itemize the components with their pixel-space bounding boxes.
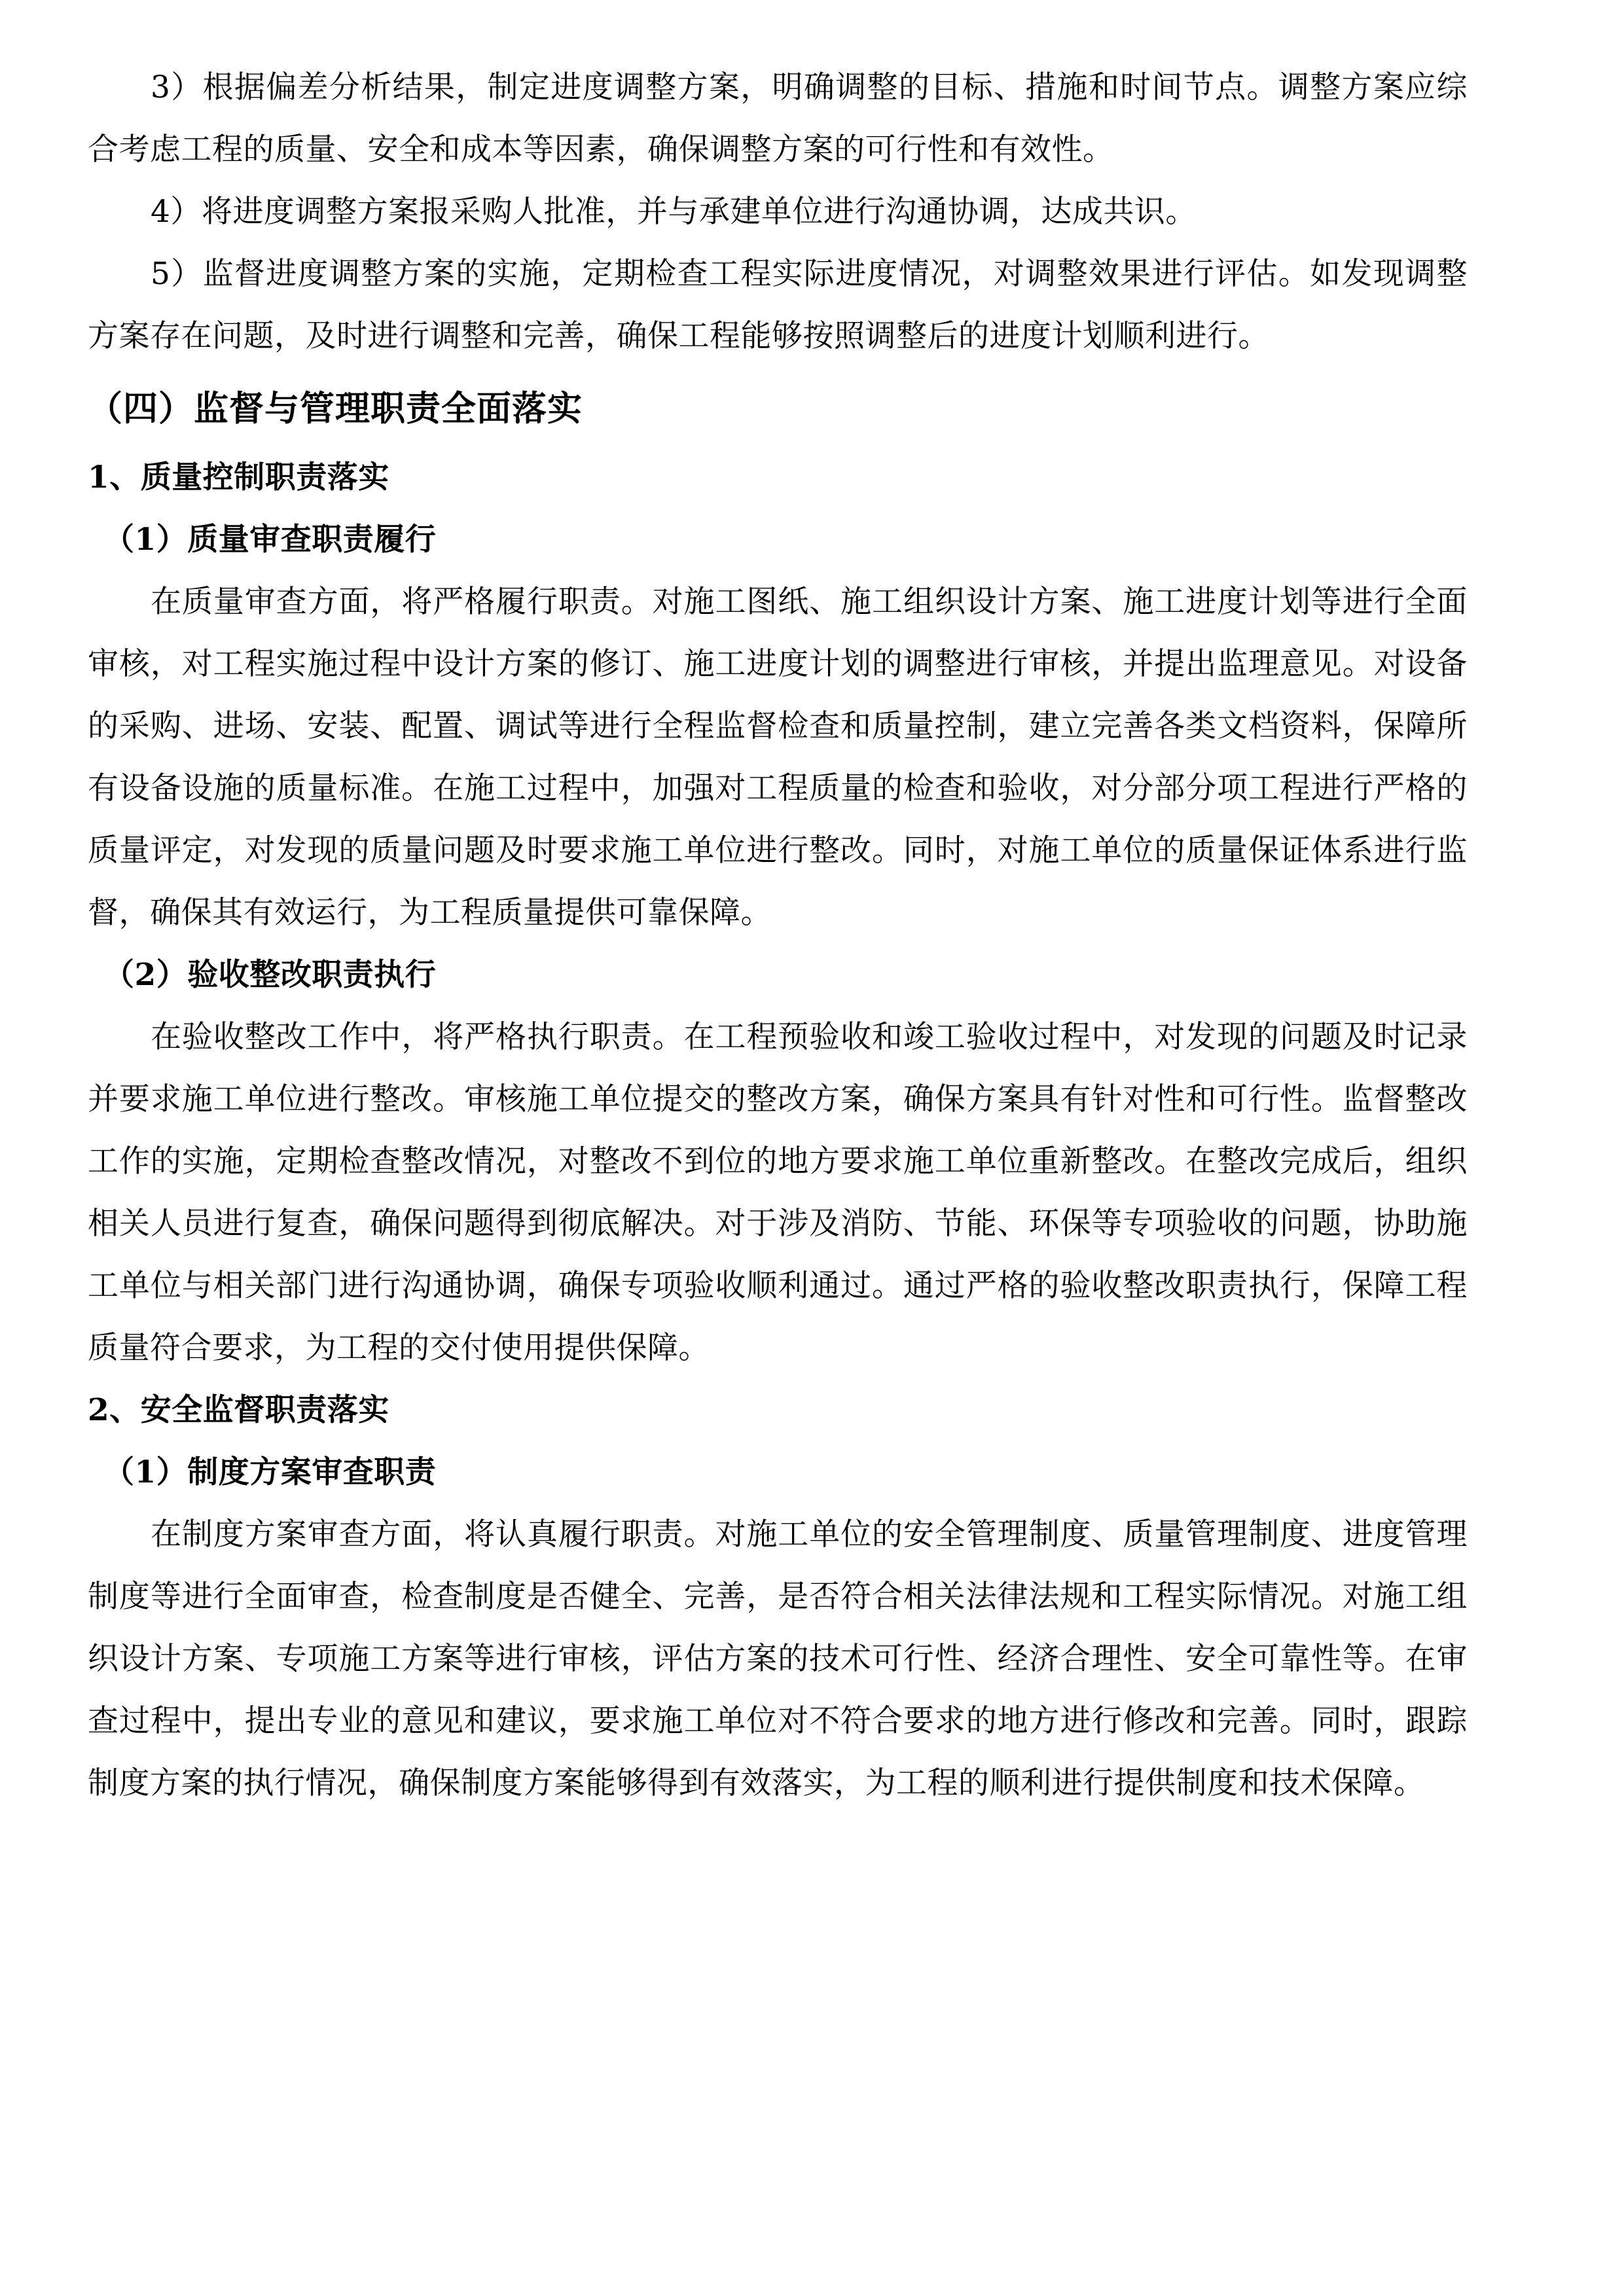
paragraph-quality-review: 在质量审查方面，将严格履行职责。对施工图纸、施工组织设计方案、施工进度计划等进行全面审核，对工程实施过程中设计方案的修订、施工进度计划的调整进行审核，并提出监理意见。对设备的采购、进场、安装、配置、调试等进行全程监督检查和质量控制，建立完善各类文档资料，保障所有设备设施的质量标准。在施工过程中，加强对工程质量的检查和验收，对分部分项工程进行严格的质量评定，对发现的质量问题及时要求施工单位进行整改。同时，对施工单位的质量保证体系进行监督，确保其有效运行，为工程质量提供可靠保障。 (88, 584, 1468, 931)
paragraph-acceptance-rectification: 在验收整改工作中，将严格执行职责。在工程预验收和竣工验收过程中，对发现的问题及时记录并要求施工单位进行整改。审核施工单位提交的整改方案，确保方案具有针对性和可行性。监督整改工作的实施，定期检查整改情况，对整改不到位的地方要求施工单位重新整改。在整改完成后，组织相关人员进行复查，确保问题得到彻底解决。对于涉及消防、节能、环保等专项验收的问题，协助施工单位与相关部门进行沟通协调，确保专项验收顺利通过。通过严格的验收整改职责执行，保障工程质量符合要求，为工程的交付使用提供保障。 (88, 1019, 1468, 1366)
document-content (88, 56, 1468, 1814)
heading-1-1-quality-review: （1）质量审查职责履行 (103, 522, 437, 558)
heading-2-safety-supervision: 2、安全监督职责落实 (88, 1392, 389, 1428)
paragraph-system-plan-review: 在制度方案审查方面，将认真履行职责。对施工单位的安全管理制度、质量管理制度、进度管理制度等进行全面审查，检查制度是否健全、完善，是否符合相关法律法规和工程实际情况。对施工组织设计方案、专项施工方案等进行审核，评估方案的技术可行性、经济合理性、安全可靠性等。在审查过程中，提出专业的意见和建议，要求施工单位对不符合要求的地方进行修改和完善。同时，跟踪制度方案的执行情况，确保制度方案能够得到有效落实，为工程的顺利进行提供制度和技术保障。 (88, 1516, 1468, 1801)
list-item-4: 4）将进度调整方案报采购人批准，并与承建单位进行沟通协调，达成共识。 (151, 194, 1197, 230)
heading-1-quality-control: 1、质量控制职责落实 (88, 459, 389, 495)
heading-1-2-acceptance-rectification: （2）验收整改职责执行 (103, 957, 437, 993)
heading-2-1-system-plan-review: （1）制度方案审查职责 (103, 1454, 437, 1490)
heading-section-four: （四）监督与管理职责全面落实 (88, 388, 583, 429)
list-item-3: 3）根据偏差分析结果，制定进度调整方案，明确调整的目标、措施和时间节点。调整方案应综合考虑工程的质量、安全和成本等因素，确保调整方案的可行性和有效性。 (88, 69, 1468, 168)
list-item-5: 5）监督进度调整方案的实施，定期检查工程实际进度情况，对调整效果进行评估。如发现调整方案存在问题，及时进行调整和完善，确保工程能够按照调整后的进度计划顺利进行。 (88, 256, 1468, 354)
